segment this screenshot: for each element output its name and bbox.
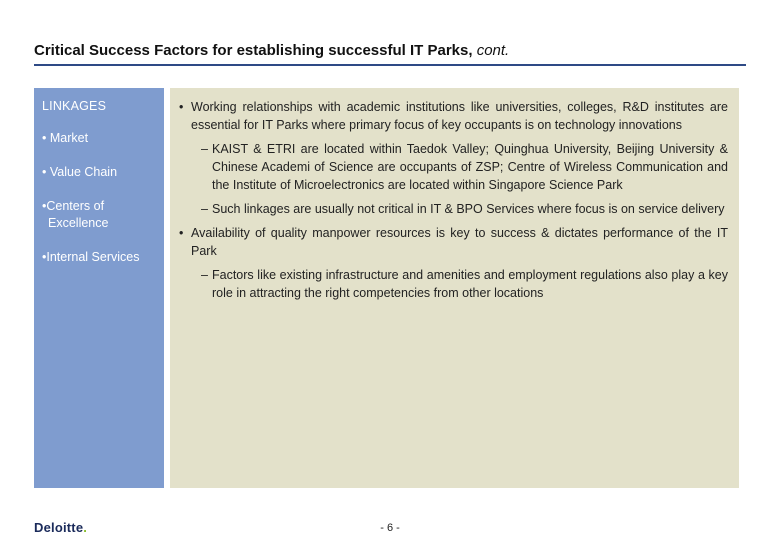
sub-bullet-infrastructure-factors xyxy=(201,266,728,302)
content-panel xyxy=(170,88,739,488)
logo-dot: . xyxy=(83,520,88,535)
bullet-mark: • xyxy=(179,100,184,114)
linkage-item-centers-of-excellence: •Centers of Excellence xyxy=(42,199,109,230)
bullet-text: Working relationships with academic institutions like universities, colleges, R&D institutes are essential for IT Parks where primary focus of key occupants is on technology innovations xyxy=(191,100,728,132)
sub-bullet-text: KAIST & ETRI are located within Taedok Valley; Quinghua University, Beijing University & Chinese Academi of Science are occupants of ZSP; Centre of Wireless Communication and the Institute of Microelectronics are located within Singapore Science Park xyxy=(212,142,728,192)
bullet-mark: • xyxy=(179,226,184,240)
sub-bullet-kaist-etri xyxy=(201,140,728,194)
dash-mark: – xyxy=(201,268,208,282)
linkages-panel xyxy=(34,88,164,488)
linkage-item-value-chain: • Value Chain xyxy=(42,165,118,179)
logo-text: Deloitte xyxy=(34,520,84,535)
bullet-text: Availability of quality manpower resources is key to success & dictates performance of the IT Park xyxy=(191,226,728,258)
page-number: - 6 - xyxy=(380,522,400,534)
page-title xyxy=(34,42,746,59)
linkage-item-market: • Market xyxy=(42,131,89,145)
bullet-manpower-availability xyxy=(179,224,728,260)
dash-mark: – xyxy=(201,202,208,216)
sub-bullet-linkages-not-critical xyxy=(201,200,728,218)
page-title-text: Critical Success Factors for establishing successful IT Parks, xyxy=(34,42,477,59)
sub-bullet-text: Such linkages are usually not critical in IT & BPO Services where focus is on service delivery xyxy=(212,202,725,216)
page-title-suffix: cont. xyxy=(476,42,510,59)
deloitte-logo xyxy=(34,520,87,535)
linkage-item-internal-services: •Internal Services xyxy=(42,250,140,264)
dash-mark: – xyxy=(201,142,208,156)
bullet-academic-relationships xyxy=(179,98,728,134)
title-divider xyxy=(34,64,746,66)
sub-bullet-text: Factors like existing infrastructure and amenities and employment regulations also play a key role in attracting the right competencies from other locations xyxy=(212,268,728,300)
linkages-heading: LINKAGES xyxy=(42,99,107,113)
